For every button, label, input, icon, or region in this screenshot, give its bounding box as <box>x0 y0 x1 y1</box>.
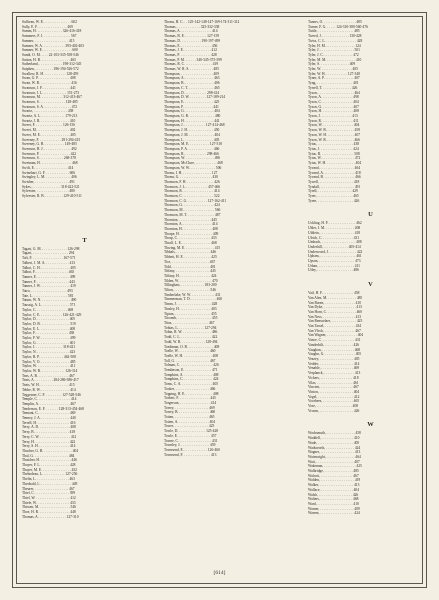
index-entry: Swartz, . . . . . . . . . . . . . . . . . . . 458 <box>22 109 74 114</box>
index-entry: Swisher, . . . . . . . . . . . . . . . . . . . 491 <box>22 179 75 184</box>
index-entry: Thompson, M. E. . . . . . . . . . . . 127-518 <box>164 142 222 147</box>
index-entry: Sykes, . . . . . . . . . . . . . . . . 318-422-521 <box>22 184 80 189</box>
index-entry: Sumner, . . . . . . . . . . . . . . . . . . . 415 <box>22 38 75 43</box>
index-entry: Venable, . . . . . . . . . . . . . . . . . . 469 <box>308 366 360 371</box>
index-entry: Van Dyke, . . . . . . . . . . . . . . . . . . 413 <box>308 305 362 310</box>
index-entry: Tytus, R. . . . . . . . . . . . . . . . . . . 508 <box>308 151 360 156</box>
index-entry: Teats, A. . . . . . . . . . . 284-286-386-417 <box>22 378 79 383</box>
index-entry: Vogel, . . . . . . . . . . . . . . . . . . . . 412 <box>308 394 360 399</box>
index-entry: Tyler, J. C. . . . . . . . . . . . . . . . . 472 <box>308 52 359 57</box>
index-entry: Theurer, . . . . . . . . . . . . . . . . . . . 467 <box>22 486 75 491</box>
index-entry: Tolman, C. . . . . . . . . . . . . . . . . . . 426 <box>164 363 219 368</box>
index-entry: Wade, . . . . . . . . . . . . . . . . . . . . 405 <box>308 440 360 445</box>
index-entry: Teats, W. H. . . . . . . . . . . . . . . . . 415 <box>22 383 75 388</box>
index-entry: Terrell, H. . . . . . . . . . . . . . . . . . . 416 <box>22 420 76 425</box>
index-entry: Thompson, H. . . . . . . . . . . . . . . . . 441 <box>164 118 220 123</box>
index-entry: Toll, G. . . . . . . . . . . . . . . . . . . . 467 <box>164 358 216 363</box>
index-entry: Timmerman, T. D. . . . . . . . . . . . . . . 460 <box>164 297 223 302</box>
index-entry: Todd, W. B. . . . . . . . . . . . . . 128-494 <box>164 339 218 344</box>
index-entry: Swanson, S. A. . . . . . . . . . . . . . . . 472 <box>22 104 78 109</box>
index-entry: Vaughan, . . . . . . . . . . . . . . . . . . 468 <box>308 347 361 352</box>
index-entry: Thorpe, H. . . . . . . . . . . . . . . . . . . 409 <box>164 231 219 236</box>
index-entry: Taylor, W. . . . . . . . . . . . . . . . . . . 411 <box>22 364 76 369</box>
index-entry: Vanderbilt, . . . . . . . . . . . . . . . . 426 <box>308 342 359 347</box>
section-letter-heading: V <box>368 281 373 289</box>
index-entry: Taylor, C. . . . . . . . . . . . . . . . . . 468 <box>22 307 74 312</box>
index-entry: Sweeney, F. . . . . . . . . . . . . 291-294-415 <box>22 137 81 142</box>
index-entry: Taylor, N. . . . . . . . . . . . . . . . . . . 423 <box>22 350 76 355</box>
index-entry: Swanson, J. F. . . . . . . . . . . . . . . . 441 <box>22 85 76 90</box>
index-entry: Tyson, . . . . . . . . . . . . . . . . . . . . 464 <box>308 90 360 95</box>
index-entry: Vance, C. . . . . . . . . . . . . . . . . . . 431 <box>308 338 361 343</box>
index-entry: Taylor, V. O. . . . . . . . . . . . . . . . . 485 <box>22 359 76 364</box>
index-entry: Tytus, W. . . . . . . . . . . . . . . . . . . 472 <box>308 156 361 161</box>
index-entry: Walsh, . . . . . . . . . . . . . . . . . . . 426 <box>308 492 359 497</box>
index-entry: Swartz, J. R. . . . . . . . . . . . . . . . . 410 <box>22 118 76 123</box>
index-entry: Torbert, F. . . . . . . . . . . . . . . . . . 445 <box>164 396 216 401</box>
index-entry: Swanson, S. . . . . . . . . . . . . . . 128-485 <box>22 99 78 104</box>
index-entry: Underhill, . . . . . . . . . . . . . . 405-414 <box>308 244 361 249</box>
index-entry: Van Vleck, . . . . . . . . . . . . . . . . . 467 <box>308 328 361 333</box>
index-entry: Vinton, . . . . . . . . . . . . . . . . . . . 404 <box>308 389 360 394</box>
index-entry: Thomas, E. . . . . . . . . . . . . . . . . . 456 <box>164 43 218 48</box>
index-entry: Sumner, W. E. . . . . . . . . . . . . . . . . 600 <box>22 48 78 53</box>
index-entry: Thompson, E. . . . . . . . . . . . . . . . . 425 <box>164 99 220 104</box>
index-entry: Thompson, D. . . . . . . . . . . . . 298-414 <box>164 90 220 95</box>
index-entry: Sweet, F. . . . . . . . . . . . . . . . 126-156 <box>22 123 76 128</box>
index-entry: Sutton, H. B. . . . . . . . . . . . . . . . . 465 <box>22 57 76 62</box>
index-entry: Thompson, F. . . . . . . . . . . . . . . . . 441 <box>164 104 219 109</box>
index-entry: Timm, J. . . . . . . . . . . . . . . . . . . . 428 <box>164 302 218 307</box>
index-entry: Torrey, B. . . . . . . . . . . . . . . . . . 460 <box>164 410 216 415</box>
index-entry: Thiel, C. . . . . . . . . . . . . . . . . . . . 399 <box>22 491 76 496</box>
index-entry: Tebbe, R. W. . . . . . . . . . . . . . . . . 414 <box>22 387 76 392</box>
index-entry: Walcott, . . . . . . . . . . . . . . . . . . 467 <box>308 473 359 478</box>
index-entry: Tyler, J. . . . . . . . . . . . . . . . . . . . 501 <box>308 48 360 53</box>
index-entry: Van Tassel, . . . . . . . . . . . . . . . . . 434 <box>308 324 362 329</box>
index-entry: Thompson, G. R. . . . . . . . . . . . . . . 480 <box>164 114 221 119</box>
index-entry: Thompson, D. W. . . . . . . . . . 127-189-214 <box>164 95 226 100</box>
index-entry: Swan, G. P. . . . . . . . . . . . . . . . . . 408 <box>22 76 76 81</box>
index-entry: Temple, C. . . . . . . . . . . . . . . . . . . 414 <box>22 397 77 402</box>
index-entry: Tipton, . . . . . . . . . . . . . . . . . . . . 455 <box>164 311 217 316</box>
index-entry: Taussig, A. L. . . . . . . . . . . . . . . . 571 <box>22 303 76 308</box>
index-entry: Tyler, W. H. . . . . . . . . . . . . 127-348 <box>308 71 360 76</box>
index-entry: Swan, W. B. . . . . . . . . . . . . . . . . . 416 <box>22 81 77 86</box>
index-entry: Thompson, W. . . . . . . . . . . . . . . . . 496 <box>164 156 221 161</box>
index-entry: Teas, A. B. . . . . . . . . . . . . . . . . . 467 <box>22 373 75 378</box>
index-entry: Thacher, G. B. . . . . . . . . . . . . . . . . 404 <box>22 448 79 453</box>
index-entry: Underwood, J. . . . . . . . . . . . . . . . 422 <box>308 249 363 254</box>
index-entry: Thelin, L. . . . . . . . . . . . . . . . . . . 463 <box>22 477 75 482</box>
index-entry: Talbot, C. H. . . . . . . . . . . . . . . . . 405 <box>22 265 76 270</box>
index-entry: Wait, . . . . . . . . . . . . . . . . . . . . . 407 <box>308 459 360 464</box>
section-letter-heading: U <box>368 211 373 219</box>
index-entry: Tyson, W. B. . . . . . . . . . . . . . . . 458 <box>308 128 360 133</box>
index-entry: Tyrrell, T. . . . . . . . . . . . . . . . . 426 <box>308 85 358 90</box>
index-entry: Wagner, . . . . . . . . . . . . . . . . . . . 413 <box>308 450 361 455</box>
index-entry: Thompson, B. . . . . . . . . . . . . . . . . 406 <box>164 81 220 86</box>
index-entry: Taylor, F. . . . . . . . . . . . . . . . . . . 438 <box>22 331 75 336</box>
index-entry: Talbert, J. M. A. . . . . . . . . . . . . . 413 <box>22 260 76 265</box>
index-entry: Thornton, H. . . . . . . . . . . . . . . . . 408 <box>164 226 218 231</box>
index-entry: Thebodeau, L. . . . . . . . . . . . . 127-256 <box>22 472 78 477</box>
index-entry: Sylvester, R. B. . . . . . . . . . . 129-410-511 <box>22 194 82 199</box>
index-entry: Torrey, . . . . . . . . . . . . . . . . . . . 469 <box>164 405 215 410</box>
section-spacer <box>22 199 147 235</box>
index-entry: Thrall, L. E. . . . . . . . . . . . . . . . . 468 <box>164 241 217 246</box>
index-entry: Tooker, . . . . . . . . . . . . . . . . . . . 466 <box>164 386 216 391</box>
index-entry: Thomson, C. . . . . . . . . . . . . . . . . . 522 <box>164 194 220 199</box>
index-entry: Summers, F. J. . . . . . . . . . . . . . . . 567 <box>22 34 77 39</box>
index-entry: Thomas, P. . . . . . . . . . . . . . . . . . 428 <box>164 52 217 57</box>
index-entry: Titcomb, . . . . . . . . . . . . . . . . . . . 455 <box>164 316 218 321</box>
index-entry: Thompson, McClure, . . . . . . . . . . . . 468 <box>164 161 223 166</box>
index-entry: Upham, . . . . . . . . . . . . . . . . . . . . 461 <box>308 254 362 259</box>
index-entry: Thiele, W. . . . . . . . . . . . . . . . . . . 433 <box>22 500 76 505</box>
index-entry: Taylor, E. L. . . . . . . . . . . . . . . . . 408 <box>22 326 76 331</box>
index-entry: Swartz, A. L. . . . . . . . . . . . . . 179-213 <box>22 114 78 119</box>
index-entry: Sutherland, . . . . . . . . . . . . . 198-312-345 <box>22 62 82 67</box>
index-entry: Tower, . . . . . . . . . . . . . . . . . . . 425 <box>164 424 215 429</box>
index-entry: Van Buren, . . . . . . . . . . . . . . . . . 410 <box>308 300 362 305</box>
index-entry: Tagart, . . . . . . . . . . . . . . . . . . . . 294 <box>22 251 75 256</box>
index-entry: Thomas, D. . . . . . . . . . . . 190-197-499 <box>164 38 221 43</box>
index-entry: Vilas, . . . . . . . . . . . . . . . . . . . . 461 <box>308 380 359 385</box>
index-entry: Tyson, C. . . . . . . . . . . . . . . . . . 404 <box>308 99 359 104</box>
index-entry: Tyson, G. . . . . . . . . . . . . . . . . . 407 <box>308 104 359 109</box>
index-entry: Van Ness, . . . . . . . . . . . . . . . . . . 413 <box>308 314 362 319</box>
index-entry: Van Horn, C. . . . . . . . . . . . . . . . . 460 <box>308 309 363 314</box>
index-entry: Taylor, W. R. . . . . . . . . . . . . . 126-314 <box>22 369 78 373</box>
index-entry: Sullivan, W. E. . . . . . . . . . . . . . . . 602 <box>22 20 77 24</box>
index-entry: Warren, . . . . . . . . . . . . . . . . . . . 424 <box>308 511 360 516</box>
index-entry: Thomson, R. . . . . . . . . . . . . . . . . . 414 <box>164 189 220 194</box>
index-entry: Taylor, C. E. . . . . . . . . . . . . 126-421-429 <box>22 312 82 317</box>
index-entry: Taylor, R. P. . . . . . . . . . . . . . 462-508 <box>22 354 76 359</box>
index-entry: Tyler, S. . . . . . . . . . . . . . . . . 409 <box>308 62 356 67</box>
index-entry: Waddell, . . . . . . . . . . . . . . . . . . 410 <box>308 436 360 441</box>
index-entry: Tibbals, . . . . . . . . . . . . . . . . . . . 446 <box>164 250 216 255</box>
index-entry: Tyvand, B. . . . . . . . . . . . . . . . . . 466 <box>308 175 361 180</box>
index-entry: Thornton, . . . . . . . . . . . . . . . . . . 445 <box>164 217 217 222</box>
index-entry: Sumner, W. A. . . . . . . . . . . . . 393-402-403 <box>22 43 84 48</box>
index-entry: Tyler, W. . . . . . . . . . . . . . . . . . 405 <box>308 67 358 72</box>
index-entry: Thompson, J. M. . . . . . . . . . . . . . . 404 <box>164 132 220 137</box>
index-entry: Talbot, F. . . . . . . . . . . . . . . . . . . 465 <box>22 270 75 275</box>
index-entry: Vail, H. F. . . . . . . . . . . . . . . . . . 458 <box>308 291 360 296</box>
index-entry: Tyree, . . . . . . . . . . . . . . . . . . . . 426 <box>308 198 360 203</box>
index-entry: Turner, F. G. . . . . . 124-310-380-560-476 <box>308 24 368 29</box>
index-entry: Thayer, F. L. . . . . . . . . . . . . . . . . 428 <box>22 463 76 468</box>
index-entry: Tomlinson, E. . . . . . . . . . . . . . . . 471 <box>164 368 218 373</box>
index-entry: Towle, D. . . . . . . . . . . . . . . . 125-428 <box>164 429 219 434</box>
index-entry: Tweed, J. . . . . . . . . . . . . . . . 130-428 <box>308 34 362 39</box>
index-entry: Thompson, R. . . . . . . . . . . . . 298-466 <box>164 151 219 156</box>
index-entry: Swallow, R. H. . . . . . . . . . . . . 128-459 <box>22 71 79 76</box>
index-entry: Uihlein, . . . . . . . . . . . . . . . . . . . 418 <box>308 230 361 235</box>
index-entry: Ward, . . . . . . . . . . . . . . . . . . . . 410 <box>308 501 359 506</box>
page-number: [614] <box>213 570 226 576</box>
index-entry: Tenney, J. A. . . . . . . . . . . . . . . . . 440 <box>22 416 76 421</box>
index-entry: Totten, . . . . . . . . . . . . . . . . . . . 465 <box>164 415 215 420</box>
index-entry: Tilden, W. . . . . . . . . . . . . . . . . . . 470 <box>164 278 218 283</box>
index-entry: Terry, C. W. . . . . . . . . . . . . . . . . . 412 <box>22 434 77 439</box>
index-entry: Tanner, E. . . . . . . . . . . . . . . . . . . 499 <box>22 274 76 279</box>
index-entry: Walden, . . . . . . . . . . . . . . . . . . . 419 <box>308 478 361 483</box>
index-entry: Taylor, D. . . . . . . . . . . . . . . . . . . 405 <box>22 317 76 322</box>
index-entry: Thatcher, H. . . . . . . . . . . . . . . . . . 446 <box>22 458 77 463</box>
index-entry: Thomson, J. L. . . . . . . . . . . . . 457-466 <box>164 184 221 189</box>
index-entry: Twiss, C. L. . . . . . . . . . . . . . . . . . 428 <box>308 38 363 43</box>
index-entry: Toelle, W. H. . . . . . . . . . . . . . . . . 408 <box>164 353 219 358</box>
index-entry: Swenson, P. . . . . . . . . . . . . . . . . . 422 <box>22 151 77 156</box>
index-entry: Tyler, H. M. . . . . . . . . . . . . . . . . 124 <box>308 43 361 48</box>
index-entry: Toms, C. A. . . . . . . . . . . . . . . . . . 405 <box>164 382 219 387</box>
index-entry: Tyson, J. . . . . . . . . . . . . . . . . . 413 <box>308 114 358 119</box>
index-entry: Summ, H. . . . . . . . . . . . . . . 326-416-418 <box>22 29 82 34</box>
index-entry: Wallace, . . . . . . . . . . . . . . . . . . 404 <box>308 487 360 492</box>
index-entry: Thomas, A. . . . . . . . . . . . . . . . 127-310 <box>22 514 79 519</box>
index-entry: Tuners, O. . . . . . . . . . . . . . . . . . . 485 <box>308 20 362 24</box>
index-entry: Tompkins, C. . . . . . . . . . . . . . . . . 424 <box>164 377 219 382</box>
index-entry: Tyrer, . . . . . . . . . . . . . . . . . . . . 465 <box>308 194 359 199</box>
index-entry: Voorhees, . . . . . . . . . . . . . . . . . 465 <box>308 399 360 404</box>
index-entry: Terry, H. . . . . . . . . . . . . . . . . . . . 422 <box>22 439 76 444</box>
index-entry: Sutphen, . . . . . . . . . . 186-194-526-572 <box>22 67 79 72</box>
index-entry: Tatum, W. N. . . . . . . . . . . . . . . . . 490 <box>22 298 77 303</box>
index-entry: Tenderson, E. F. . . . . . . . 128-313-454-468 <box>22 406 84 411</box>
index-entry: Swetnam, H. . . . . . . . . . . . . . . . . . 468 <box>22 161 78 166</box>
index-entry: Tiffany, H. . . . . . . . . . . . . . . . . . 424 <box>164 273 217 278</box>
index-entry: Van Rensselaer, . . . . . . . . . . . . . . 425 <box>308 319 363 324</box>
index-entry: Taft, F. . . . . . . . . . . . . . . . . . 167-571 <box>22 256 76 261</box>
index-entry: Tyson, W. H. . . . . . . . . . . . . . . . 407 <box>308 132 361 137</box>
index-entry: Walker, . . . . . . . . . . . . . . . . . . . 413 <box>308 483 360 488</box>
index-entry: Thoms, G. . . . . . . . . . . . . . . . . . . 430 <box>164 175 218 180</box>
index-entry: Tyng, . . . . . . . . . . . . . . . . . . . . 401 <box>308 81 359 86</box>
index-entry: Templin, A. . . . . . . . . . . . . . . . . . 467 <box>22 401 76 406</box>
index-entry: Swanson, I. L. . . . . . . . . . . . . . 151-273 <box>22 90 80 95</box>
index-entry: Swift, E. . . . . . . . . . . . . . . . . . . 414 <box>22 165 74 170</box>
section-letter-heading: W <box>367 421 374 429</box>
index-entry: Tagart, G. M. . . . . . . . . . . . . . . 126-298 <box>22 246 80 251</box>
index-entry: Wakeman, . . . . . . . . . . . . . . . . . . 425 <box>308 464 362 469</box>
index-entry: Terry, S. H. . . . . . . . . . . . . . . . . . 414 <box>22 444 76 449</box>
index-entry: Thompson, A. . . . . . . . . . . . . . . . . 463 <box>164 76 220 81</box>
index-entry: Thompson, C. T. . . . . . . . . . . . . . . 465 <box>164 85 220 90</box>
index-entry: Thomas, A. . . . . . . . . . . . . . . . . . 414 <box>164 29 218 34</box>
index-entry: Van Alen, M. . . . . . . . . . . . . . . . . 485 <box>308 295 363 300</box>
index-entry: Townley, J. . . . . . . . . . . . . . . . . 459 <box>164 443 216 448</box>
index-entry: Toedtman, O. B. . . . . . . . . . . . . . . 408 <box>164 344 220 349</box>
index-entry: Thoms, H. C. . . 125-142-148-147-169-174-311-312 <box>164 20 240 24</box>
index-entry: Vickers, . . . . . . . . . . . . . . . . . . 418 <box>308 375 359 380</box>
index-entry: Tillinghast, . . . . . . . . . . . . . 183-200 <box>164 283 217 288</box>
index-entry: Thompson, J. H. . . . . . . . . . . . . . . 450 <box>164 128 220 133</box>
index-entry: Thomson, C. G. . . . . . . . . . . . 127-162-411 <box>164 198 227 203</box>
index-entry: Taylor, J. . . . . . . . . . . . . . . . 318-421 <box>22 345 76 350</box>
section-spacer <box>308 203 433 209</box>
index-entry: Tyson, R. . . . . . . . . . . . . . . . . . 411 <box>308 118 359 123</box>
index-entry: Tyvand, . . . . . . . . . . . . . . . . . . . 464 <box>308 165 361 170</box>
index-entry: Tytus, W. H. . . . . . . . . . . . . . . . . 404 <box>308 161 362 166</box>
index-entry: Thwing, M. E. . . . . . . . . . . . . . . . . 415 <box>164 245 221 250</box>
index-entry: Thiel, W. . . . . . . . . . . . . . . . . . . . 412 <box>22 495 76 500</box>
index-entry: Wainwright, . . . . . . . . . . . . . . . . 464 <box>308 454 361 459</box>
index-entry: Townsend, E. . . . . . . . . . . . . . 126-460 <box>164 447 220 452</box>
section-spacer <box>308 273 433 279</box>
section-spacer <box>308 413 433 419</box>
index-entry: Tobin, R. W. . . . . . . . . . . . . . . . . 486 <box>164 330 218 335</box>
index-entry: Verplanck, . . . . . . . . . . . . . . . . . 413 <box>308 371 361 376</box>
index-entry: Titus, . . . . . . . . . . . . . . . . . . . . 467 <box>164 321 215 325</box>
index-entry: Theobald, L. . . . . . . . . . . . . . . . . . 449 <box>22 481 78 486</box>
index-entry: Tate, L. . . . . . . . . . . . . . . . . . . . 581 <box>22 293 74 298</box>
index-entry: Upson, . . . . . . . . . . . . . . . . . . . . 473 <box>308 259 361 264</box>
index-entry: Taylor, D. B. . . . . . . . . . . . . . . . . 519 <box>22 321 76 326</box>
index-entry: Thompson, W. W. . . . . . . . . . . . . . . 506 <box>164 165 222 170</box>
index-entry: Torgerson, . . . . . . . . . . . . . . . . . 414 <box>164 400 217 405</box>
index-entry: Wachsmuth, . . . . . . . . . . . . . . . . 458 <box>308 431 361 436</box>
index-entry: Swinehart, G. F. . . . . . . . . . . . . . 606 <box>22 170 76 175</box>
index-entry: Vroom, . . . . . . . . . . . . . . . . . . . 426 <box>308 408 360 413</box>
index-entry: Thomas, . . . . . . . . . . . . . 325-332-338 <box>164 24 220 29</box>
index-entry: Thorp, C. . . . . . . . . . . . . . . . . . . 433 <box>164 236 217 241</box>
index-entry: Tilton, . . . . . . . . . . . . . . . . . . . . 546 <box>164 288 216 293</box>
index-entry: Tanner, J. W. . . . . . . . . . . . . . . . . 419 <box>22 284 76 289</box>
index-entry: Tyson, H. . . . . . . . . . . . . . . . . . 408 <box>308 109 359 114</box>
index-entry: Umbach, . . . . . . . . . . . . . . . . . . . 408 <box>308 240 362 245</box>
index-entry: Uckling, H. F. . . . . . . . . . . . . . . . 462 <box>308 221 362 226</box>
index-entry: Swenson, S. . . . . . . . . . . . . . 268-378 <box>22 156 76 161</box>
index-entry: Tywell, . . . . . . . . . . . . . . . . . . . 418 <box>308 179 360 184</box>
index-entry: Terry, A. D. . . . . . . . . . . . . . . . . . 408 <box>22 425 76 430</box>
index-entry: Thomas, P. M. . . . . . . 340-345-375-399 <box>164 57 222 62</box>
index-entry: Ulrich, C. . . . . . . . . . . . . . . . . . 431 <box>308 235 360 240</box>
index-entry: Tennant, C. . . . . . . . . . . . . . . . . . 469 <box>22 411 76 416</box>
index-entry: Thomson, G. . . . . . . . . . . . . . . . . . 424 <box>164 203 220 208</box>
index-entry: Vose, . . . . . . . . . . . . . . . . . . . . 408 <box>308 404 359 409</box>
index-entry: Uhler, J. M. . . . . . . . . . . . . . . . . 408 <box>308 226 361 231</box>
index-entry: Tiffany, . . . . . . . . . . . . . . . . . . . 445 <box>164 269 216 274</box>
index-entry: Thomas, W. R. S. . . . . . . . . . . . . . 485 <box>164 67 219 72</box>
index-entry: Thomson, M. T. . . . . . . . . . . . . . . . 487 <box>164 212 221 217</box>
index-entry: Towle, E. . . . . . . . . . . . . . . . . . . 457 <box>164 433 217 438</box>
index-entry: Tatro, . . . . . . . . . . . . . . . . . . . . 493 <box>22 289 73 294</box>
index-entry: Thomson, M. . . . . . . . . . . . . . . . . . 566 <box>164 208 221 213</box>
index-entry: Vedder, . . . . . . . . . . . . . . . . . . . 414 <box>308 361 360 366</box>
index-entry: Tytus, . . . . . . . . . . . . . . . . . . . . 438 <box>308 142 360 147</box>
index-entry: Taylor, F. W. . . . . . . . . . . . . . . . . 499 <box>22 336 76 341</box>
index-entry: Vincent, . . . . . . . . . . . . . . . . . . 467 <box>308 385 359 390</box>
index-entry: Sweeney, G. B. . . . . . . . . . . . 149-485 <box>22 142 77 147</box>
index-entry: Vaughn, G. . . . . . . . . . . . . . . . . . 405 <box>308 352 362 357</box>
index-entry: Van Wagner, . . . . . . . . . . . . . . . . . 404 <box>308 333 364 338</box>
index-entry: Thomas, B. E. . . . . . . . . . . . . 127-159 <box>164 34 220 39</box>
index-entry: Thomas, J. E. . . . . . . . . . . . . . . . 412 <box>164 48 217 53</box>
index-entry: Thomson, F. H. . . . . . . . . . . . . . . . 426 <box>164 179 220 184</box>
index-entry: Tyler, M. M. . . . . . . . . . . . . . . . . 410 <box>308 57 362 62</box>
index-entry: Thoms, I. H. . . . . . . . . . . . . . . . . 127 <box>164 170 218 175</box>
index-entry: Tyson, W. R. . . . . . . . . . . . . . . . 466 <box>308 137 360 142</box>
index-entry: Taylor, G. . . . . . . . . . . . . . . . . . . 401 <box>22 340 76 345</box>
index-entry: Tyner, A. P. . . . . . . . . . . . . . . . . 407 <box>308 76 360 81</box>
index-entry: Sweet, M. E. . . . . . . . . . . . . . . . . 405 <box>22 132 76 137</box>
index-entry: Utley, . . . . . . . . . . . . . . . . . . . . 486 <box>308 268 359 273</box>
index-entry: Walbridge, . . . . . . . . . . . . . . . . 485 <box>308 469 359 474</box>
index-entry: Townsend, F. . . . . . . . . . . . . . . . 413 <box>164 452 217 457</box>
index-entry: Tice, . . . . . . . . . . . . . . . . . . . . . 467 <box>164 259 216 264</box>
index-entry: Todd, C. L. . . . . . . . . . . . . . . . . . 422 <box>164 335 218 340</box>
index-column-1 <box>22 20 147 520</box>
index-entry: Warner, . . . . . . . . . . . . . . . . . . . 409 <box>308 506 360 511</box>
index-entry: Sweet, M. . . . . . . . . . . . . . . . . . . 402 <box>22 128 76 133</box>
index-entry: Tyrell, . . . . . . . . . . . . . . . . . . . 429 <box>308 189 358 194</box>
index-entry: Tinsley, H. . . . . . . . . . . . . . . . . . 403 <box>164 306 217 311</box>
index-entry: Urban, . . . . . . . . . . . . . . . . . . . . 411 <box>308 263 360 268</box>
index-entry: Sully, E. F. . . . . . . . . . . . . . . . . 469 <box>22 24 73 29</box>
index-entry: Walters, . . . . . . . . . . . . . . . . . . 468 <box>308 497 359 502</box>
index-entry: Timberlake, W. W. . . . . . . . . . . . . . 431 <box>164 292 221 297</box>
index-entry: Thissen, M. . . . . . . . . . . . . . . . . . 546 <box>22 505 76 510</box>
index-entry: Thompson, L. . . . . . . . . . . . . . . . . 405 <box>164 137 220 142</box>
index-entry: Tobias, L. . . . . . . . . . . . . . . 127-294 <box>164 325 217 330</box>
index-entry: Terry, B. . . . . . . . . . . . . . . . . . . . 418 <box>22 430 76 435</box>
index-entry: Thompson, P. A. . . . . . . . . . . . . . . 466 <box>164 146 220 151</box>
index-entry: Thornton, A. . . . . . . . . . . . . . . . . 414 <box>164 222 218 227</box>
index-entry: Swanson, M. . . . . . . . . . . . . 312-413-467 <box>22 95 82 100</box>
index-entry: Tyvand, A. . . . . . . . . . . . . . . . . . 418 <box>308 170 361 175</box>
index-entry: Topping, H. E. . . . . . . . . . . . . . . . 408 <box>164 391 219 396</box>
index-entry: Tanner, F. . . . . . . . . . . . . . . . . . . 443 <box>22 279 75 284</box>
index-entry: Tuttle, . . . . . . . . . . . . . . . . . . . . 485 <box>308 29 360 34</box>
index-entry: Toelle, W. . . . . . . . . . . . . . . . . . 460 <box>164 349 216 354</box>
index-entry: Tompkins, A. . . . . . . . . . . . . . . . . 408 <box>164 372 219 377</box>
index-entry: Towne, C. . . . . . . . . . . . . . . . . . . 431 <box>164 438 218 443</box>
index-entry: Thompson, J. . . . . . . . . . . . . 127-414-468 <box>164 123 225 128</box>
index-entry: Tytus, J. . . . . . . . . . . . . . . . . . . 424 <box>308 146 359 151</box>
index-entry: Thal, G. . . . . . . . . . . . . . . . . . . . 484 <box>22 453 75 458</box>
index-column-3 <box>308 20 433 516</box>
index-entry: Thomas, R. C. . . . . . . . . . . . . . . . 419 <box>164 62 219 67</box>
section-letter-heading: T <box>82 236 87 244</box>
index-entry: Swenson, H. J. . . . . . . . . . . . . . . . 492 <box>22 146 77 151</box>
index-entry: Tyson, W. . . . . . . . . . . . . . . . . . 404 <box>308 123 360 128</box>
index-entry: Thompson, . . . . . . . . . . . . . . . . . . 409 <box>164 71 219 76</box>
index-entry: Tidd, . . . . . . . . . . . . . . . . . . . . . 401 <box>164 264 216 269</box>
index-entry: Sylvester, . . . . . . . . . . . . . . . . . . 480 <box>22 189 75 194</box>
index-entry: Tyson, A. . . . . . . . . . . . . . . . . . 498 <box>308 95 359 100</box>
index-entry: Thayer, M. E. . . . . . . . . . . . . . . . . 452 <box>22 467 77 472</box>
index-column-2 <box>164 20 289 457</box>
index-entry: Thoe, H. R. . . . . . . . . . . . . . . . . . 448 <box>22 510 76 515</box>
index-entry: Tibbett, H. E. . . . . . . . . . . . . . . . 425 <box>164 255 217 260</box>
index-entry: Tyndall, . . . . . . . . . . . . . . . . . . . 491 <box>308 184 361 189</box>
index-entry: Veazey, . . . . . . . . . . . . . . . . . . . 405 <box>308 357 360 361</box>
index-entry: Sundt, O. M. . . . . 22-103-335-558-546 <box>22 52 79 57</box>
index-entry: Thompson, G. . . . . . . . . . . . . . . . . 404 <box>164 109 220 114</box>
index-entry: Wadsworth, . . . . . . . . . . . . . . . . 424 <box>308 445 361 450</box>
index-entry: Totten, A. . . . . . . . . . . . . . . . . . 404 <box>164 419 216 424</box>
index-entry: Swingley, L. M. . . . . . . . . . . . . . . 406 <box>22 175 77 180</box>
index-entry: Teggesner, C. F. . . . . . . . . . 127-528-546 <box>22 392 81 397</box>
